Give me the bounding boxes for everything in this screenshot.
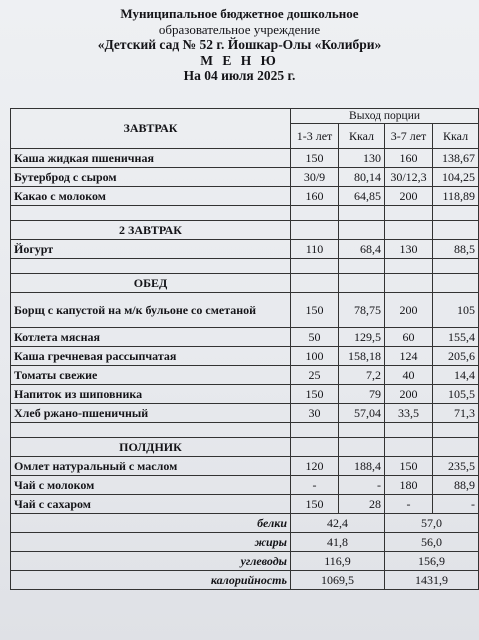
kcal-1-3: 57,04	[339, 404, 385, 423]
menu-table	[10, 108, 479, 590]
portion-3-7: 33,5	[385, 404, 433, 423]
table-row	[11, 328, 479, 347]
portion-1-3: 150	[291, 385, 339, 404]
section-snack: ПОЛДНИК	[11, 438, 291, 457]
header-row-1	[11, 109, 479, 124]
document-header	[0, 6, 479, 83]
kcal-1-3: 188,4	[339, 457, 385, 476]
col-age-3-7: 3-7 лет	[385, 124, 433, 149]
total-label-calories: калорийность	[11, 571, 291, 590]
total-value-3-7: 156,9	[385, 552, 479, 571]
kcal-3-7: 104,25	[433, 168, 479, 187]
kcal-3-7: 88,9	[433, 476, 479, 495]
kcal-3-7: 205,6	[433, 347, 479, 366]
dish-name: Напиток из шиповника	[11, 385, 291, 404]
kcal-1-3: 130	[339, 149, 385, 168]
kcal-1-3: 78,75	[339, 293, 385, 328]
kcal-1-3: -	[339, 476, 385, 495]
total-value-1-3: 41,8	[291, 533, 385, 552]
dish-name: Чай с сахаром	[11, 495, 291, 514]
portion-1-3: 100	[291, 347, 339, 366]
col-age-1-3: 1-3 лет	[291, 124, 339, 149]
menu-title: М Е Н Ю	[200, 53, 279, 68]
dish-name: Йогурт	[11, 240, 291, 259]
totals-row	[11, 514, 479, 533]
portion-3-7: 40	[385, 366, 433, 385]
table-row	[11, 240, 479, 259]
total-value-1-3: 116,9	[291, 552, 385, 571]
spacer-row	[11, 206, 479, 221]
kcal-1-3: 80,14	[339, 168, 385, 187]
kcal-1-3: 79	[339, 385, 385, 404]
portion-3-7: 30/12,3	[385, 168, 433, 187]
dish-name: Какао с молоком	[11, 187, 291, 206]
dish-name: Бутерброд с сыром	[11, 168, 291, 187]
org-line-1: Муниципальное бюджетное дошкольное	[120, 6, 359, 21]
portion-1-3: -	[291, 476, 339, 495]
portion-1-3: 50	[291, 328, 339, 347]
dish-name: Борщ с капустой на м/к бульоне со сметаной	[11, 293, 291, 328]
portion-1-3: 150	[291, 495, 339, 514]
table-row	[11, 385, 479, 404]
portion-1-3: 160	[291, 187, 339, 206]
section-breakfast: ЗАВТРАК	[11, 109, 291, 149]
table-row	[11, 187, 479, 206]
portion-1-3: 25	[291, 366, 339, 385]
portion-3-7: 200	[385, 385, 433, 404]
table-row	[11, 149, 479, 168]
kcal-3-7: 105,5	[433, 385, 479, 404]
dish-name: Томаты свежие	[11, 366, 291, 385]
total-label-carbs: углеводы	[11, 552, 291, 571]
table-row	[11, 347, 479, 366]
portion-1-3: 30/9	[291, 168, 339, 187]
kcal-3-7: -	[433, 495, 479, 514]
kcal-3-7: 235,5	[433, 457, 479, 476]
kcal-3-7: 118,89	[433, 187, 479, 206]
kcal-3-7: 14,4	[433, 366, 479, 385]
total-value-1-3: 42,4	[291, 514, 385, 533]
portion-3-7: 160	[385, 149, 433, 168]
table-row	[11, 495, 479, 514]
col-kcal-1: Ккал	[339, 124, 385, 149]
total-label-proteins: белки	[11, 514, 291, 533]
kcal-3-7: 105	[433, 293, 479, 328]
section-row	[11, 221, 479, 240]
dish-name: Каша жидкая пшеничная	[11, 149, 291, 168]
kcal-3-7: 88,5	[433, 240, 479, 259]
total-label-fats: жиры	[11, 533, 291, 552]
portion-3-7: 130	[385, 240, 433, 259]
section-lunch: ОБЕД	[11, 274, 291, 293]
table-row	[11, 293, 479, 328]
col-group-header: Выход порции	[291, 109, 479, 124]
portion-1-3: 150	[291, 149, 339, 168]
section-row	[11, 438, 479, 457]
totals-row	[11, 552, 479, 571]
table-row	[11, 366, 479, 385]
portion-3-7: 180	[385, 476, 433, 495]
table-row	[11, 457, 479, 476]
portion-1-3: 30	[291, 404, 339, 423]
org-name: «Детский сад № 52 г. Йошкар-Олы «Колибри»	[97, 37, 382, 52]
dish-name: Каша гречневая рассыпчатая	[11, 347, 291, 366]
table-row	[11, 476, 479, 495]
dish-name: Омлет натуральный с маслом	[11, 457, 291, 476]
dish-name: Хлеб ржано-пшеничный	[11, 404, 291, 423]
kcal-1-3: 7,2	[339, 366, 385, 385]
kcal-3-7: 155,4	[433, 328, 479, 347]
kcal-3-7: 71,3	[433, 404, 479, 423]
col-kcal-2: Ккал	[433, 124, 479, 149]
kcal-1-3: 129,5	[339, 328, 385, 347]
kcal-3-7: 138,67	[433, 149, 479, 168]
spacer-row	[11, 259, 479, 274]
table-row	[11, 404, 479, 423]
portion-3-7: 124	[385, 347, 433, 366]
portion-1-3: 120	[291, 457, 339, 476]
kcal-1-3: 68,4	[339, 240, 385, 259]
portion-1-3: 110	[291, 240, 339, 259]
dish-name: Котлета мясная	[11, 328, 291, 347]
kcal-1-3: 28	[339, 495, 385, 514]
portion-3-7: -	[385, 495, 433, 514]
total-value-3-7: 56,0	[385, 533, 479, 552]
section-row	[11, 274, 479, 293]
totals-row	[11, 533, 479, 552]
portion-3-7: 200	[385, 293, 433, 328]
total-value-3-7: 57,0	[385, 514, 479, 533]
dish-name: Чай с молоком	[11, 476, 291, 495]
portion-1-3: 150	[291, 293, 339, 328]
kcal-1-3: 64,85	[339, 187, 385, 206]
total-value-1-3: 1069,5	[291, 571, 385, 590]
portion-3-7: 150	[385, 457, 433, 476]
spacer-row	[11, 423, 479, 438]
section-breakfast-2: 2 ЗАВТРАК	[11, 221, 291, 240]
org-line-2: образовательное учреждение	[158, 22, 321, 37]
kcal-1-3: 158,18	[339, 347, 385, 366]
portion-3-7: 200	[385, 187, 433, 206]
menu-date: На 04 июля 2025 г.	[183, 68, 296, 83]
total-value-3-7: 1431,9	[385, 571, 479, 590]
table-row	[11, 168, 479, 187]
portion-3-7: 60	[385, 328, 433, 347]
totals-row	[11, 571, 479, 590]
